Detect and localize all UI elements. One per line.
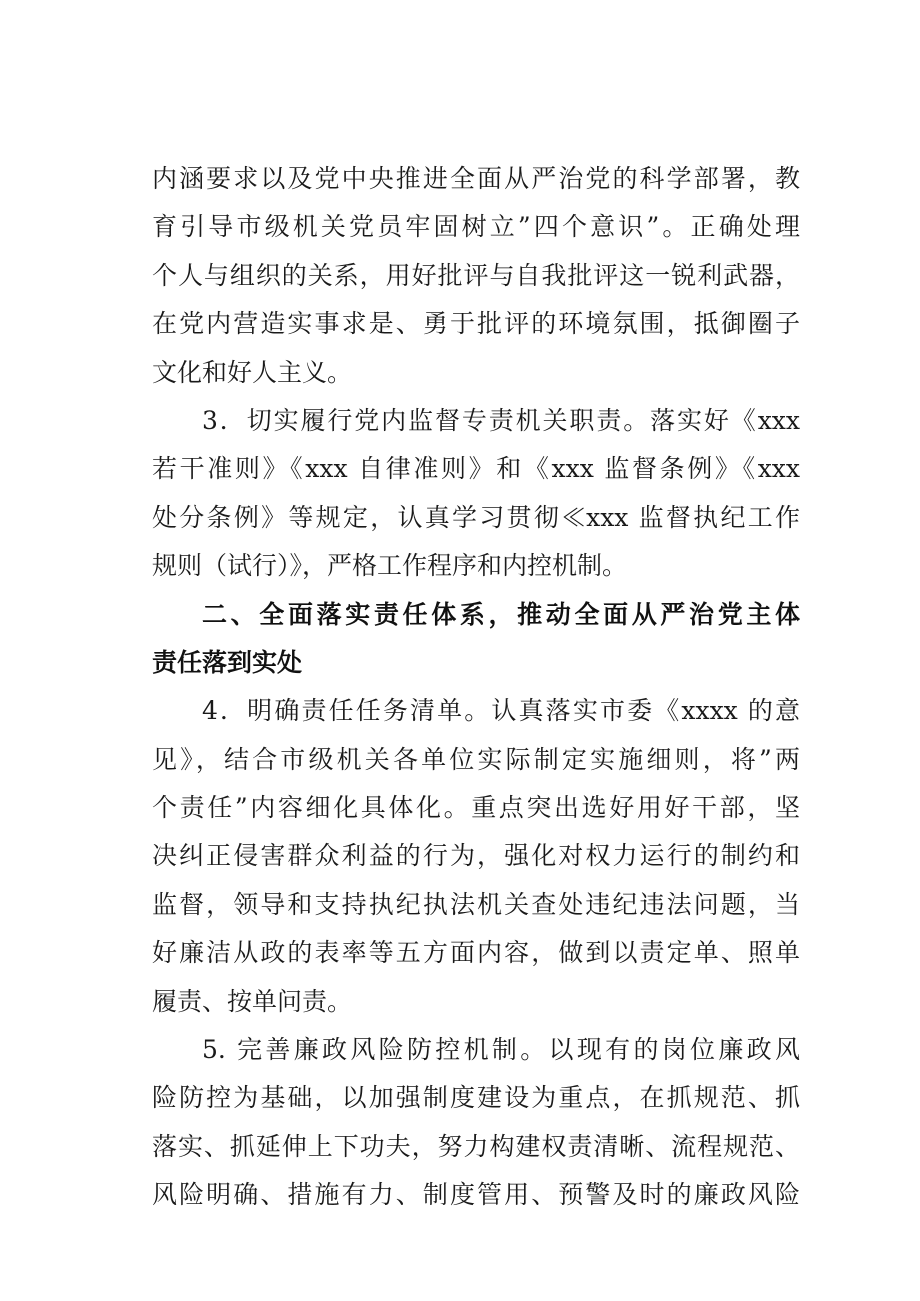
paragraph-1-line-1: 内涵要求以及党中央推进全面从严治党的科学部署，教 <box>152 164 800 193</box>
item-5-line-1: 5. 完善廉政风险防控机制。以现有的岗位廉政风 <box>202 1035 800 1065</box>
item-5-line-4: 风险明确、措施有力、制度管用、预警及时的廉政风险 <box>152 1180 800 1210</box>
item-4-line-1: 4．明确责任任务清单。认真落实市委《xxxx 的意 <box>202 696 800 726</box>
item-3-line-3: 处分条例》等规定，认真学习贯彻≪xxx 监督执纪工作 <box>152 502 800 532</box>
item-3-line-4: 规则（试行）》，严格工作程序和内控机制。 <box>152 551 628 581</box>
item-4-line-4: 决纠正侵害群众利益的行为，强化对权力运行的制约和 <box>152 841 800 871</box>
section-heading-line-2: 责任落到实处 <box>152 647 303 677</box>
item-4-line-3: 个责任”内容细化具体化。重点突出选好用好干部，坚 <box>152 793 800 823</box>
item-3-line-2: 若干准则》《xxx 自律准则》和《xxx 监督条例》《xxx <box>152 454 800 484</box>
paragraph-1-line-2: 育引导市级机关党员牢固树立”四个意识”。正确处理 <box>152 212 800 242</box>
paragraph-1-line-3: 个人与组织的关系，用好批评与自我批评这一锐利武器， <box>152 260 800 290</box>
item-5-line-2: 险防控为基础，以加强制度建设为重点，在抓规范、抓 <box>152 1083 800 1113</box>
section-heading-line-1: 二、全面落实责任体系，推动全面从严治党主体 <box>202 599 800 629</box>
paragraph-1-line-4: 在党内营造实事求是、勇于批评的环境氛围，抵御圈子 <box>152 309 800 339</box>
item-3-line-1: 3．切实履行党内监督专责机关职责。落实好《xxx <box>202 405 800 435</box>
item-4-line-2: 见》，结合市级机关各单位实际制定实施细则，将”两 <box>152 744 800 774</box>
item-5-line-3: 落实、抓延伸上下功夫，努力构建权责清晰、流程规范、 <box>152 1131 800 1161</box>
document-body <box>152 155 800 1220</box>
item-4-line-7: 履责、按单问责。 <box>152 986 353 1016</box>
paragraph-1-line-5: 文化和好人主义。 <box>152 357 353 387</box>
item-4-line-6: 好廉洁从政的表率等五方面内容，做到以责定单、照单 <box>152 938 800 968</box>
item-4-line-5: 监督，领导和支持执纪执法机关查处违纪违法问题，当 <box>152 889 800 919</box>
